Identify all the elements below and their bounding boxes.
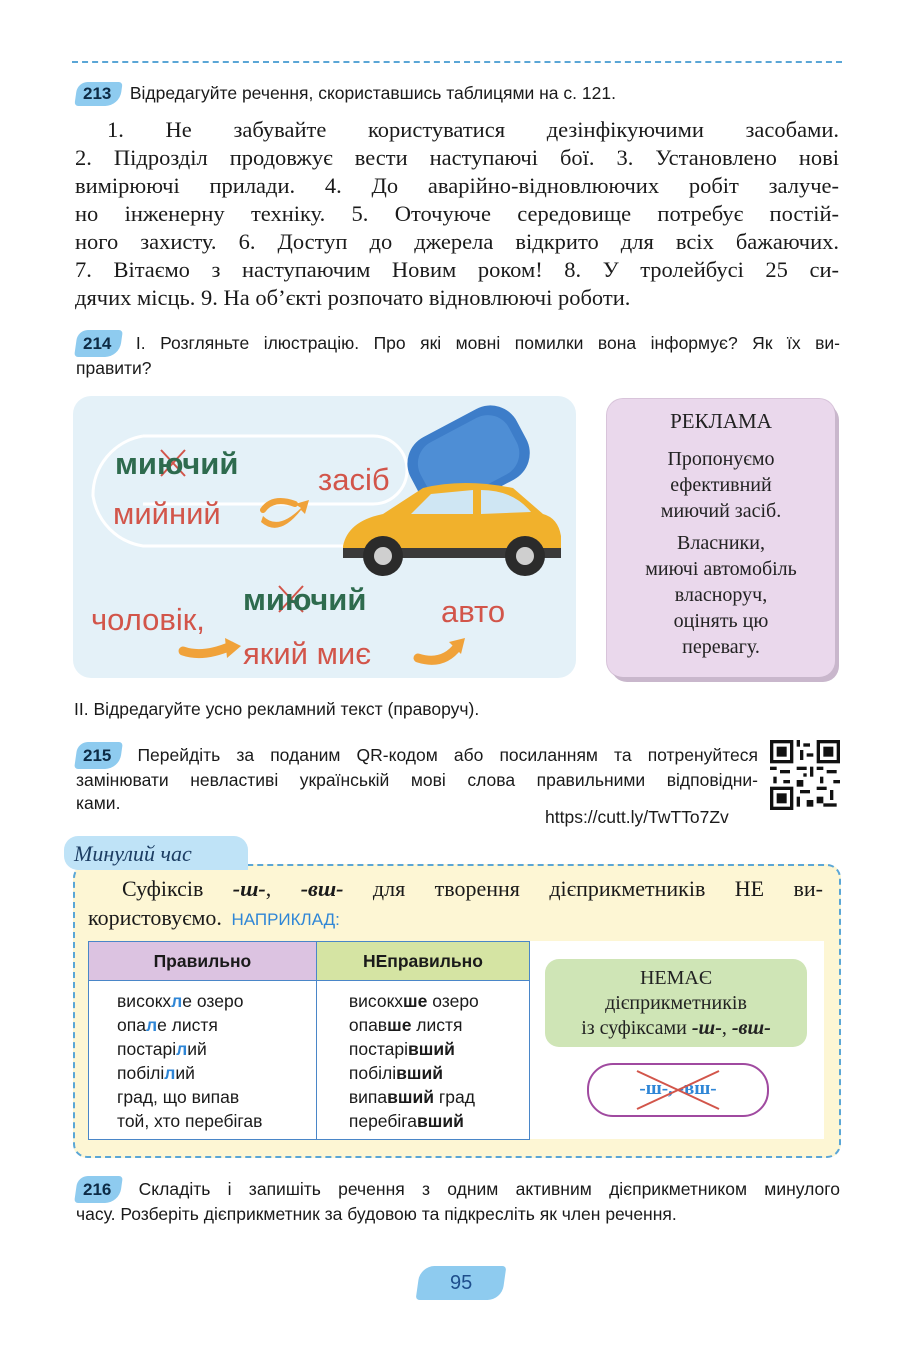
crossed-suffix-text: -ш-, -вш- [639, 1078, 717, 1099]
ad-paragraph-1 [607, 446, 835, 524]
cross-icon [589, 1065, 767, 1115]
page-number: 95 [416, 1266, 507, 1300]
rule-line-1: Суфіксів -ш-, -вш- для творення дієприкметників НЕ ви- [122, 876, 824, 901]
body-line: 7. Вітаємо з наступаючим Новим роком! 8. У тролейбусі 25 си- [75, 257, 839, 282]
task-number-badge: 213 [74, 82, 123, 106]
body-line: вимірюючі прилади. 4. До аварійно-відновлюючих робіт залуче- [75, 173, 839, 198]
table-row: перебігавший [348, 1111, 464, 1131]
top-divider [72, 61, 842, 63]
no-suffix-line: дієприкметників [605, 992, 747, 1014]
task-number-badge: 216 [74, 1176, 123, 1203]
task-instruction-cont: правити? [76, 358, 152, 378]
body-line: ного захисту. 6. Доступ до джерела відкрито для всіх бажаючих. [75, 229, 839, 254]
task-213-body [75, 116, 839, 312]
right-word-1: мийний [113, 496, 221, 531]
ad-line: оцінять цю [673, 610, 769, 632]
table-row: побілівший [348, 1063, 443, 1083]
qr-code-icon[interactable] [770, 740, 840, 810]
task-instruction-cont: часу. Розберіть дієприкметник за будовою та підкресліть як член речення. [76, 1204, 677, 1224]
task-214 [76, 330, 840, 380]
ad-line: миючий засіб. [660, 500, 782, 522]
right-word-2: який миє [243, 636, 372, 671]
table-row: постарівший [348, 1039, 455, 1059]
table-row: той, хто перебігав [117, 1111, 263, 1131]
task-215 [76, 742, 758, 815]
suffix-sh: -ш- [232, 876, 266, 901]
rule-tab-label: Минулий час [74, 841, 192, 866]
ad-line: Власники, [677, 532, 765, 554]
ad-line: перевагу. [682, 636, 760, 658]
noun-2: авто [441, 594, 506, 629]
rule-line-2: користовуємо. НАПРИКЛАД: [88, 905, 340, 930]
header-wrong: НЕправильно [316, 942, 529, 981]
table-row: високхле озеро [117, 991, 244, 1011]
qr-link[interactable]: https://cutt.ly/TwTTo7Zv [545, 807, 729, 827]
task-instruction: Відредагуйте речення, скориставшись таблицями на с. 121. [129, 83, 616, 103]
illustration-panel [73, 396, 576, 678]
table-row: випавший град [348, 1087, 475, 1107]
table-row: високхше озеро [348, 991, 479, 1011]
task-214-part2: ІІ. Відредагуйте усно рекламний текст (праворуч). [74, 699, 480, 719]
ad-line: ефективний [670, 474, 772, 496]
ad-line: Пропонуємо [667, 448, 775, 470]
task-213 [76, 82, 616, 106]
crossed-suffix-oval [587, 1063, 769, 1117]
task-number-badge: 215 [74, 742, 123, 769]
no-suffix-box [545, 959, 807, 1047]
header-correct: Правильно [89, 942, 317, 981]
wrong-word-1: миючий [115, 446, 239, 481]
ad-line: миючі автомобіль [645, 558, 797, 580]
table-row: побілілий [117, 1063, 195, 1083]
rule-text [88, 874, 823, 934]
ad-line: власноруч, [674, 584, 768, 606]
body-line: 2. Підрозділ продовжує вести наступаючі бої. 3. Установлено нові [75, 145, 839, 170]
ad-title: РЕКЛАМА [670, 409, 772, 433]
advertisement-box [607, 399, 835, 677]
rule-table-panel [88, 941, 824, 1139]
task-instruction: Складіть і запишіть речення з одним активним дієприкметником минулого [138, 1179, 840, 1199]
task-instruction-cont: ками. [76, 793, 121, 813]
task-instruction: І. Розгляньте ілюстрацію. Про які мовні помилки вона інформує? Як їх ви- [135, 333, 840, 353]
body-line: но інженерну техніку. 5. Оточуюче середовище потребує постій- [75, 201, 839, 226]
rule-tab [64, 836, 248, 870]
noun-1: засіб [318, 462, 390, 497]
task-number-badge: 214 [74, 330, 123, 357]
left-word-2: чоловік, [91, 602, 205, 637]
table-row: опавше листя [348, 1015, 463, 1035]
table-row: град, що випав [117, 1087, 240, 1107]
wrong-column [316, 981, 529, 1140]
task-instruction: Перейдіть за поданим QR-кодом або посиланням та потренуйтеся [137, 745, 758, 765]
table-row: постарілий [117, 1039, 207, 1059]
ad-paragraph-2 [607, 530, 835, 660]
suffix-vsh: -вш- [300, 876, 344, 901]
body-line: 1. Не забувайте користуватися дезінфікуючими засобами. [107, 117, 839, 142]
no-suffix-line: із суфіксами -ш-, -вш- [581, 1017, 771, 1039]
table-row: опале листя [117, 1015, 218, 1035]
comparison-table [88, 941, 530, 1140]
task-instruction-cont: замінювати невластиві українській мові слова правильними відповідни- [76, 770, 758, 790]
wrong-word-2: миючий [243, 582, 367, 617]
task-216 [76, 1176, 840, 1226]
example-label: НАПРИКЛАД: [231, 910, 340, 929]
body-line: дячих місць. 9. На об’єкті розпочато відновлюючі роботи. [75, 285, 631, 310]
no-suffix-title: НЕМАЄ [639, 967, 713, 989]
correct-column [89, 981, 317, 1140]
